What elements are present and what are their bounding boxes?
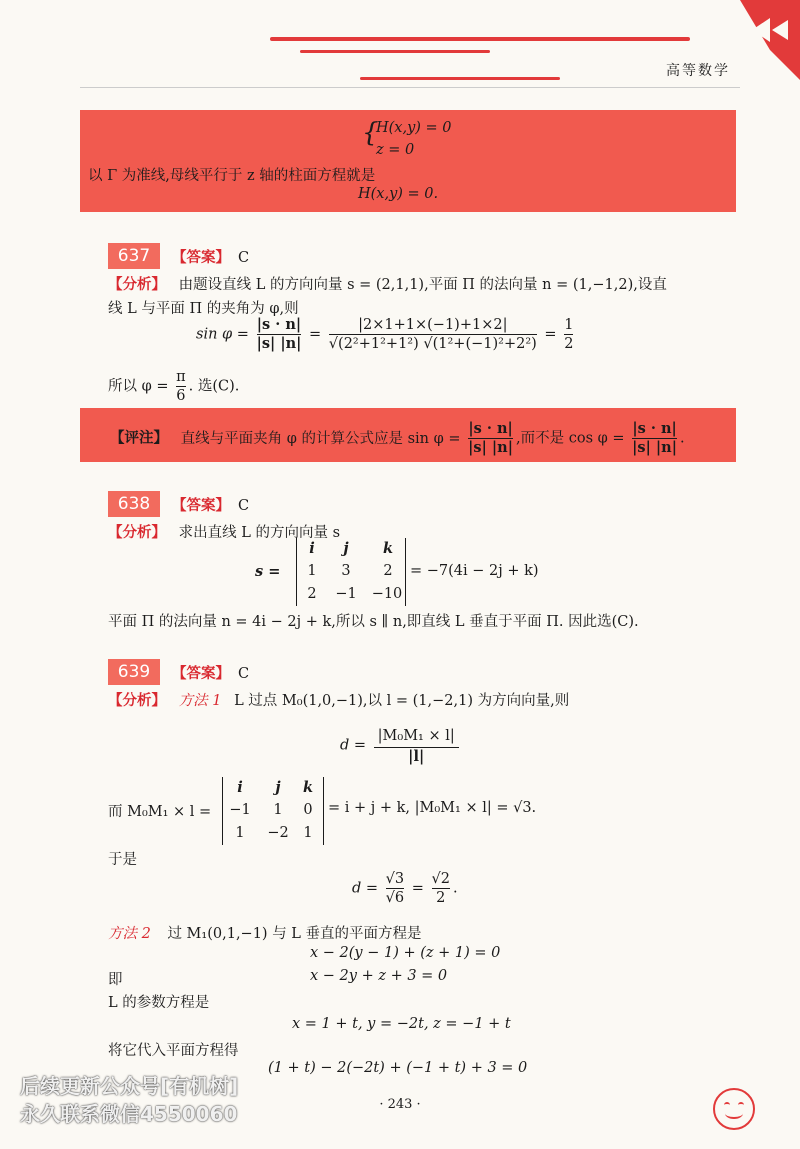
note-tag: 【评注】 <box>110 430 168 447</box>
answer-638: 【答案】 C <box>172 498 250 514</box>
header-rule <box>80 87 740 88</box>
smiley-icon <box>713 1088 755 1130</box>
box1-text: 以 Γ 为准线,母线平行于 z 轴的柱面方程就是 <box>88 168 376 184</box>
answer-637 <box>172 246 249 267</box>
formula-637: sin φ = $\frac{|s \cdot n|}{|s| |n|}$ = $\frac{|2\times 1+1\times(-1)+1\times 2|}{\text{√(2²+1²+1²) √(1²+(−1)²+2²)}}$ = $\frac{1}{2}$ <box>196 316 574 352</box>
question-number-638: 638 <box>108 491 160 517</box>
box1-eq3: H(x,y) = 0. <box>358 186 439 202</box>
determinant-638: i j k 1 3 2 2 −1 −10 <box>296 538 406 606</box>
watermark-line-1: 后续更新公众号[有机树] <box>20 1074 239 1098</box>
header-bar-1 <box>270 37 495 41</box>
answer-639: 【答案】 C <box>172 666 250 682</box>
book-title: 高等数学 <box>666 63 730 79</box>
det-result-639: = i + j + k, |M₀M₁ × l| = √3. <box>328 800 537 816</box>
page-number: · 243 · <box>379 1097 421 1112</box>
watermark-line-2: 永久联系微信4550060 <box>20 1102 238 1126</box>
substitute-label: 将它代入平面方程得 <box>108 1043 239 1059</box>
cross-product-label: 而 M₀M₁ × l = <box>108 804 212 820</box>
highlight-box-cylinder <box>80 110 736 212</box>
note-line: 【评注】 直线与平面夹角 φ 的计算公式应是 sin φ = $\frac{|s \cdot n|}{|s| |n|}$ ,而不是 cos φ = $\frac{|s \cdot n|}{|s| |n|}$ . <box>110 420 685 456</box>
formula-d: d = $\frac{\text{|M₀M₁ × l|}}{|l|}$ <box>340 725 462 766</box>
header-bar-2 <box>470 37 690 41</box>
ji: 即 <box>108 972 123 988</box>
formula-lhs: sin φ = <box>196 326 249 343</box>
param-eq: x = 1 + t, y = −2t, z = −1 + t <box>292 1016 511 1032</box>
answer-tag: 【答案】 <box>172 250 230 266</box>
s-equals: s = <box>255 563 281 580</box>
fraction-half: $\frac{1}{2}$ <box>564 317 574 352</box>
note-fraction-sin: $\frac{|s \cdot n|}{|s| |n|}$ <box>468 420 513 456</box>
header-bar-3 <box>300 50 490 53</box>
answer-value: C <box>238 250 250 266</box>
fraction-sn: $\frac{|s \cdot n|}{|s| |n|}$ <box>256 316 302 352</box>
note-fraction-cos: $\frac{|s \cdot n|}{|s| |n|}$ <box>632 420 677 456</box>
yushi: 于是 <box>108 852 137 868</box>
method-1-label: 方法 1 <box>178 693 222 709</box>
fraction-pi6: $\frac{\pi}{6}$ <box>176 369 186 404</box>
analysis-638-line2: 平面 Π 的法向量 n = 4i − 2j + k,所以 s ∥ n,即直线 L 垂直于平面 Π. 因此选(C). <box>108 614 639 630</box>
substituted-eq: (1 + t) − 2(−2t) + (−1 + t) + 3 = 0 <box>268 1060 528 1076</box>
det-result-638: = −7(4i − 2j + k) <box>410 563 539 579</box>
corner-decoration <box>730 0 800 90</box>
formula-d2: d = $\frac{√3}{√6}$ = $\frac{√2}{2}$ . <box>352 871 458 906</box>
analysis-637-line2: 线 L 与平面 Π 的夹角为 φ,则 <box>108 301 299 317</box>
question-number-639: 639 <box>108 659 160 685</box>
box1-eq2: z = 0 <box>376 142 415 158</box>
param-label: L 的参数方程是 <box>108 995 210 1011</box>
plane-eq-1: x − 2(y − 1) + (z + 1) = 0 <box>310 945 501 961</box>
box1-eq1: H(x,y) = 0 <box>376 120 452 136</box>
determinant-639: i j k −1 1 0 1 −2 1 <box>222 777 324 845</box>
method-2-label: 方法 2 <box>108 926 151 942</box>
header-bar-4 <box>360 77 560 80</box>
analysis-text: 由题设直线 L 的方向向量 s = (2,1,1),平面 Π 的法向量 n = (1,−1,2),设直 <box>178 277 667 293</box>
fraction-computed: $\frac{|2\times 1+1\times(-1)+1\times 2|}{\text{√(2²+1²+1²) √(1²+(−1)²+2²)}}$ <box>328 317 537 352</box>
analysis-639-line1: 【分析】 方法 1 L 过点 M₀(1,0,−1),以 l = (1,−2,1) 为方向向量,则 <box>108 693 570 709</box>
analysis-637-line1 <box>108 273 667 294</box>
question-number-637: 637 <box>108 243 160 269</box>
plane-eq-2: x − 2y + z + 3 = 0 <box>310 968 448 984</box>
conclusion-637: 所以 φ = $\frac{\pi}{6}$ . 选(C). <box>108 369 240 404</box>
brace: { <box>362 118 379 148</box>
highlight-box-note <box>80 408 736 462</box>
analysis-638-line1: 【分析】 求出直线 L 的方向向量 s <box>108 525 341 541</box>
method-2-line: 方法 2 过 M₁(0,1,−1) 与 L 垂直的平面方程是 <box>108 926 422 942</box>
analysis-tag: 【分析】 <box>108 277 166 293</box>
